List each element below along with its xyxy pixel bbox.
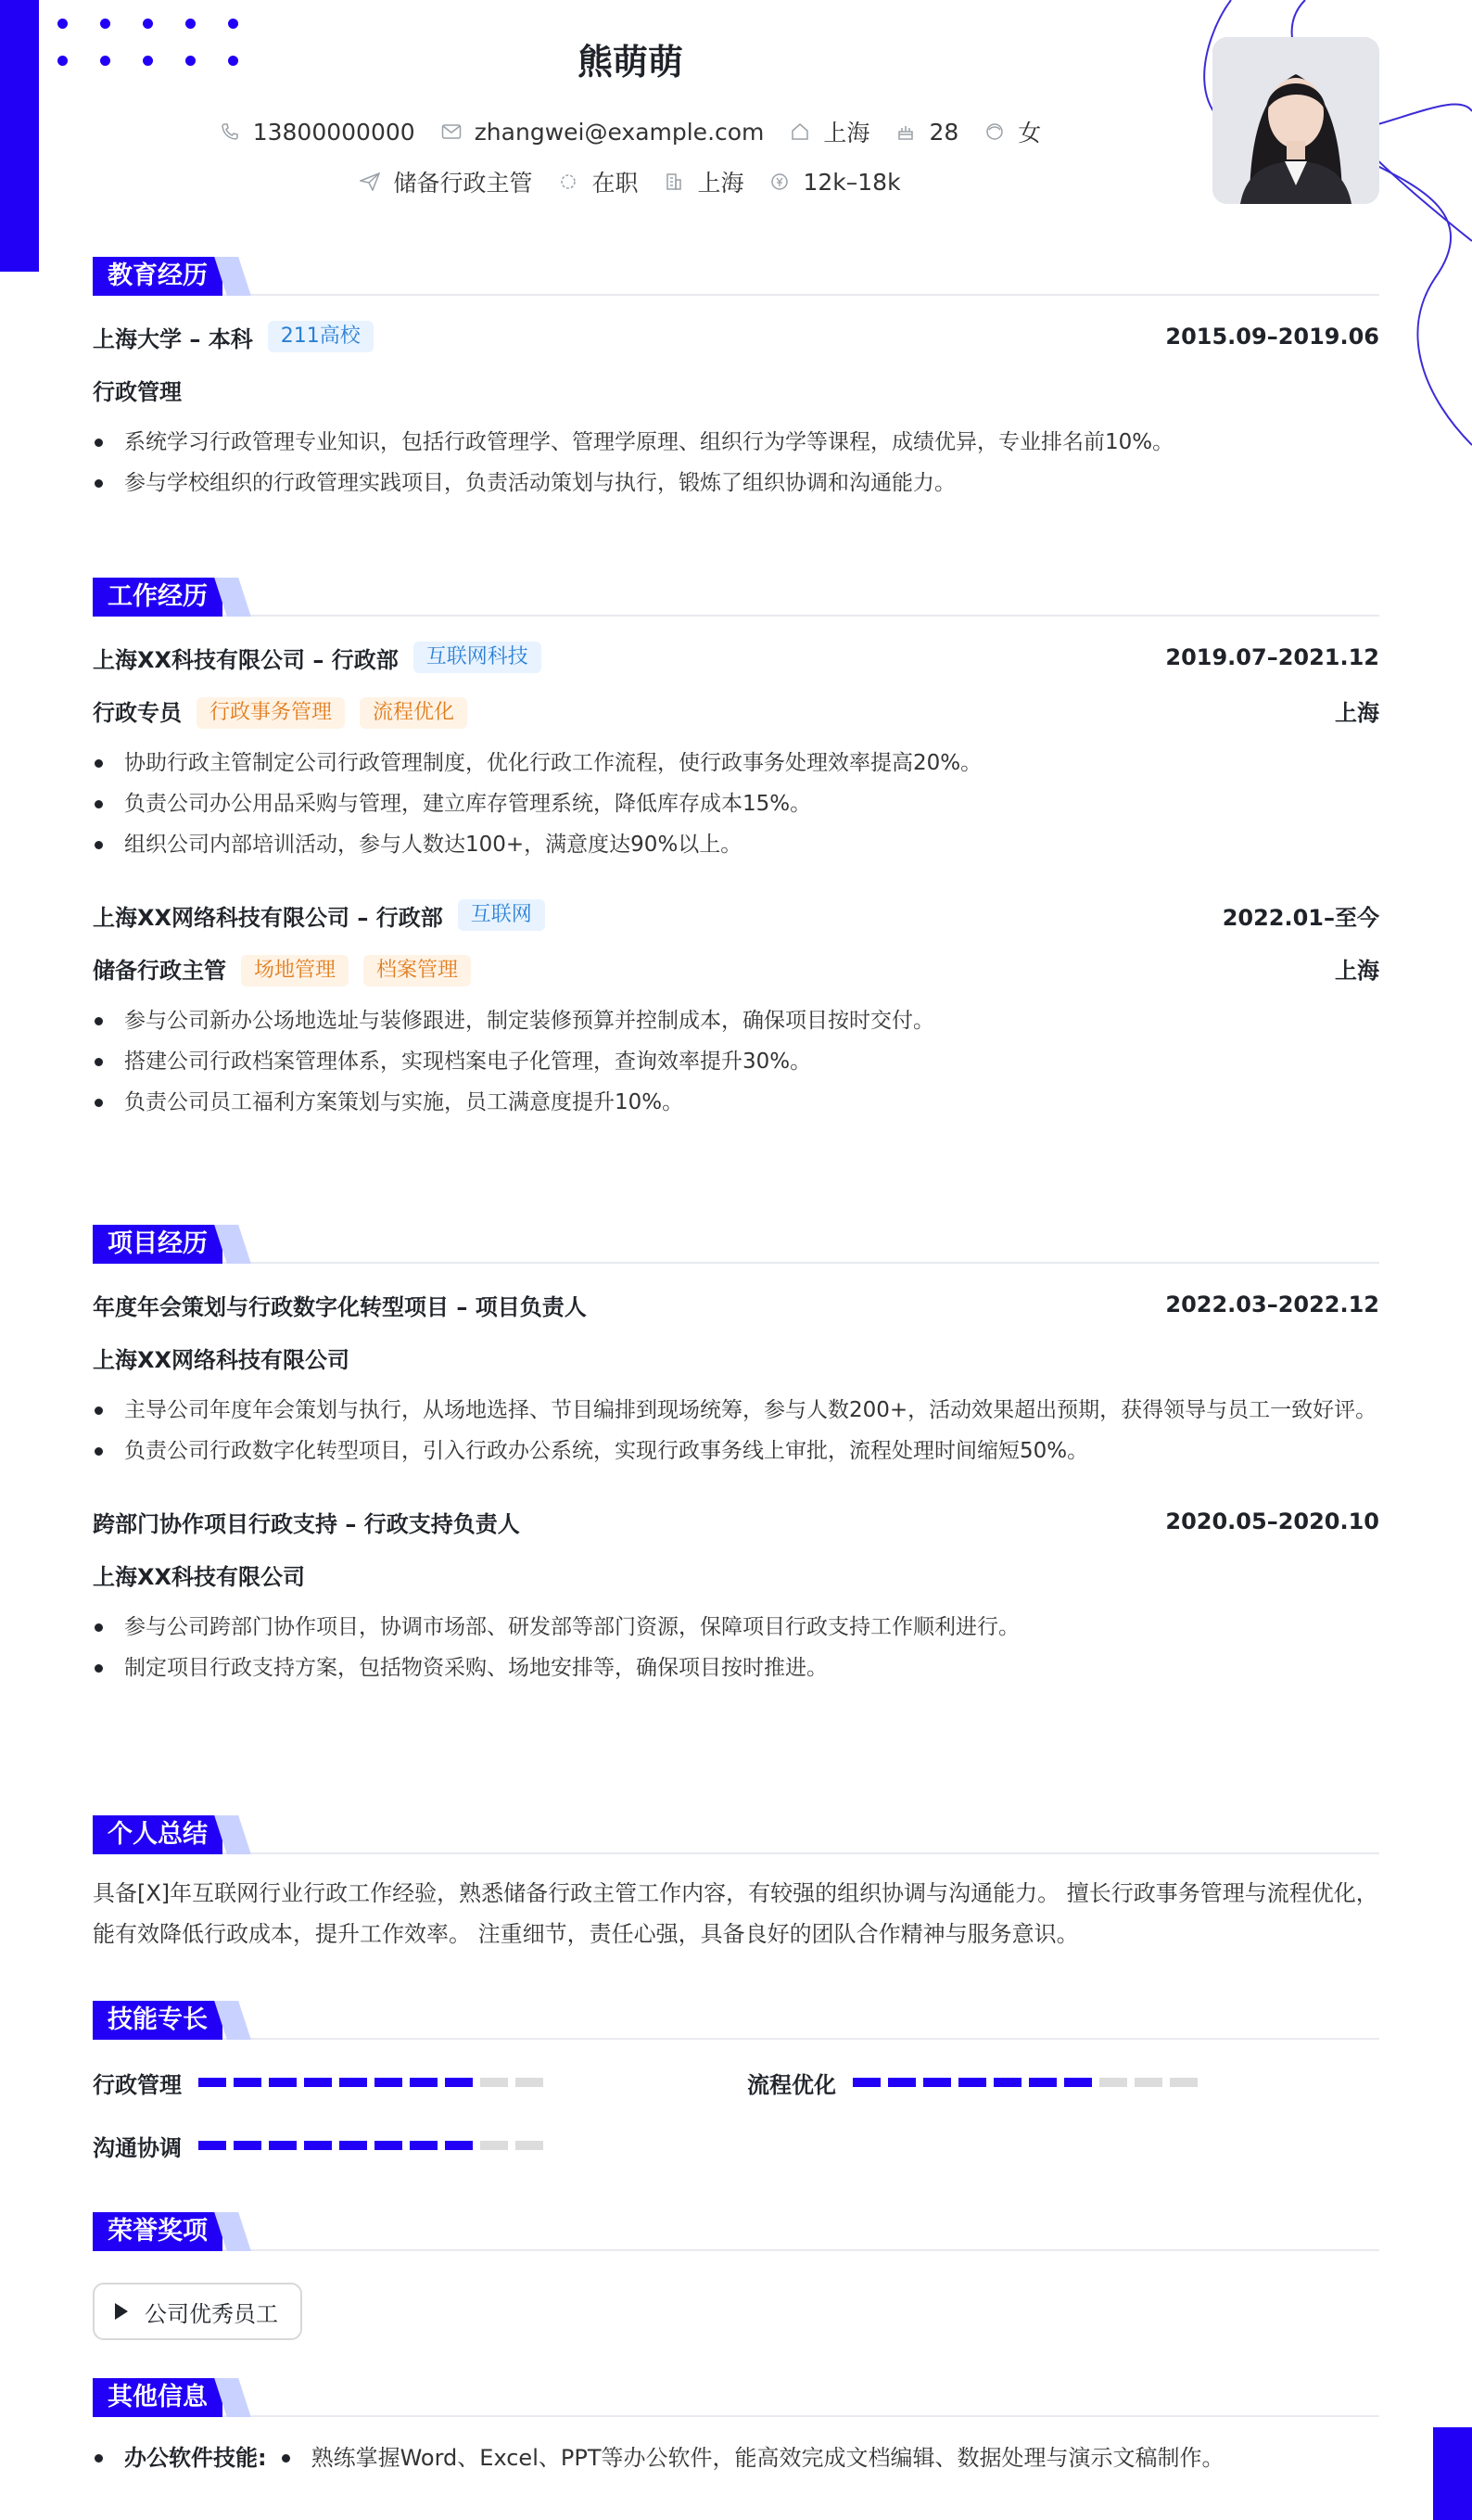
decor-dot (185, 19, 196, 29)
skill-segment (269, 2141, 297, 2150)
role-tag: 行政事务管理 (197, 697, 345, 729)
age-item (895, 119, 958, 146)
money-icon (769, 172, 790, 192)
summary-section (93, 1815, 1379, 1954)
work-bullets (93, 1000, 1379, 1123)
section-title (93, 1225, 1379, 1264)
work-entry-head (93, 641, 1379, 674)
skill-segment (1064, 2078, 1092, 2087)
phone-icon (220, 121, 240, 142)
skill-level-bar (853, 2078, 1205, 2087)
awards-section (93, 2212, 1379, 2340)
status-icon (558, 172, 578, 192)
skill-segment (923, 2078, 951, 2087)
salary-text: 12k–18k (803, 168, 901, 196)
summary-title: 个人总结 (93, 1815, 222, 1854)
project-title: 年度年会策划与行政数字化转型项目 – 项目负责人 (93, 1293, 587, 1320)
bullet-dot (282, 2454, 290, 2463)
other-value: 熟练掌握Word、Excel、PPT等办公软件，能高效完成文档编辑、数据处理与演示文稿制作。 (280, 2437, 1225, 2478)
skill-level-bar (198, 2078, 551, 2087)
other-title: 其他信息 (93, 2378, 222, 2417)
target-position-text: 储备行政主管 (393, 170, 533, 197)
education-title: 教育经历 (93, 257, 222, 296)
work-location: 上海 (1335, 958, 1379, 984)
skill-name: 流程优化 (747, 2071, 836, 2098)
company-name: 上海XX网络科技有限公司 – 行政部 (93, 904, 443, 931)
project-bullets (93, 1390, 1379, 1471)
other-label: 办公软件技能: (93, 2437, 267, 2478)
work-date: 2022.01–至今 (1222, 904, 1379, 931)
school-name: 上海大学 – 本科 (93, 325, 253, 352)
skill-segment (410, 2078, 438, 2087)
skill-segment (339, 2141, 367, 2150)
project-title: 跨部门协作项目行政支持 – 行政支持负责人 (93, 1510, 520, 1537)
company-name: 上海XX科技有限公司 – 行政部 (93, 646, 399, 673)
section-title (93, 257, 1379, 296)
education-section (93, 257, 1379, 503)
skill-segment (374, 2078, 402, 2087)
list-item: 系统学习行政管理专业知识，包括行政管理学、管理学原理、组织行为学等课程，成绩优异，专业排名前10%。 (93, 422, 1379, 463)
skill-name: 行政管理 (93, 2071, 182, 2098)
skill-segment (994, 2078, 1022, 2087)
skill-segment (198, 2078, 226, 2087)
list-item: 负责公司办公用品采购与管理，建立库存管理系统，降低库存成本15%。 (93, 783, 1379, 824)
play-icon (115, 2303, 128, 2320)
skill-segment (1029, 2078, 1057, 2087)
section-title (93, 2212, 1379, 2251)
age-text: 28 (929, 118, 959, 146)
list-item: 制定项目行政支持方案，包括物资采购、场地安排等，确保项目按时推进。 (93, 1648, 1379, 1688)
target-city-text: 上海 (697, 170, 744, 197)
email-item (441, 119, 765, 146)
target-city-item (664, 165, 743, 198)
skill-segment (445, 2141, 473, 2150)
education-bullets (93, 422, 1379, 503)
project-entry-head (93, 1505, 1379, 1538)
award-item (93, 2283, 302, 2340)
other-section (93, 2378, 1379, 2478)
decor-dot (100, 19, 110, 29)
role-row (93, 696, 1379, 730)
skill-segment (1099, 2078, 1127, 2087)
list-item: 负责公司员工福利方案策划与实施，员工满意度提升10%。 (93, 1082, 1379, 1123)
avatar (1212, 37, 1379, 204)
work-title: 工作经历 (93, 578, 222, 617)
send-icon (360, 172, 380, 192)
phone-item (220, 119, 415, 146)
work-entry-head (93, 898, 1379, 932)
work-location: 上海 (1335, 700, 1379, 726)
project-company: 上海XX科技有限公司 (93, 1564, 306, 1590)
project-date: 2020.05–2020.10 (1165, 1508, 1379, 1534)
list-item: 负责公司行政数字化转型项目，引入行政办公系统，实现行政事务线上审批，流程处理时间缩短50%。 (93, 1431, 1379, 1471)
work-bullets (93, 743, 1379, 865)
skill-segment (853, 2078, 881, 2087)
home-icon (790, 121, 810, 142)
project-company: 上海XX网络科技有限公司 (93, 1347, 350, 1373)
skill-segment (480, 2141, 508, 2150)
position-item (360, 165, 532, 198)
email-text: zhangwei@example.com (474, 118, 765, 146)
cake-icon (895, 121, 916, 142)
skill-item (93, 2129, 1379, 2162)
list-item: 搭建公司行政档案管理体系，实现档案电子化管理，查询效率提升30%。 (93, 1041, 1379, 1082)
skill-segment (198, 2141, 226, 2150)
list-item: 协助行政主管制定公司行政管理制度，优化行政工作流程，使行政事务处理效率提高20%。 (93, 743, 1379, 783)
skills-title: 技能专长 (93, 2001, 222, 2040)
contact-row (0, 115, 1261, 148)
bullet-dot (95, 2454, 103, 2463)
candidate-name: 熊萌萌 (577, 42, 683, 83)
industry-tag: 互联网 (458, 899, 545, 931)
skill-segment (410, 2141, 438, 2150)
skill-segment (304, 2078, 332, 2087)
projects-title: 项目经历 (93, 1225, 222, 1264)
decor-dot (143, 19, 153, 29)
skill-segment (445, 2078, 473, 2087)
city-text: 上海 (823, 120, 870, 146)
skill-segment (1170, 2078, 1198, 2087)
skill-segment (304, 2141, 332, 2150)
mail-icon (441, 121, 462, 142)
building-icon (664, 172, 684, 192)
work-section (93, 578, 1379, 1123)
project-date: 2022.03–2022.12 (1165, 1292, 1379, 1317)
awards-title: 荣誉奖项 (93, 2212, 222, 2251)
section-title (93, 2001, 1379, 2040)
award-name: 公司优秀员工 (145, 2300, 278, 2327)
skill-segment (234, 2078, 261, 2087)
city-item (790, 115, 869, 148)
skill-item (93, 2066, 747, 2099)
salary-item (769, 169, 900, 196)
skill-item (747, 2066, 1205, 2099)
role-name: 行政专员 (93, 700, 182, 726)
project-bullets (93, 1607, 1379, 1688)
other-item (93, 2437, 1379, 2478)
role-tag: 流程优化 (360, 697, 467, 729)
skill-segment (888, 2078, 916, 2087)
list-item: 参与公司跨部门协作项目，协调市场部、研发部等部门资源，保障项目行政支持工作顺利进行。 (93, 1607, 1379, 1648)
role-name: 储备行政主管 (93, 958, 226, 984)
job-intent-row (0, 165, 1261, 198)
industry-tag: 互联网科技 (413, 642, 541, 673)
decor-dot (228, 19, 238, 29)
school-tag: 211高校 (268, 321, 374, 352)
gender-text: 女 (1018, 120, 1042, 146)
education-entry-head (93, 320, 1379, 353)
skill-level-bar (198, 2141, 551, 2150)
skill-segment (269, 2078, 297, 2087)
section-title (93, 2378, 1379, 2417)
gender-item (984, 115, 1041, 148)
skill-segment (374, 2141, 402, 2150)
skill-segment (480, 2078, 508, 2087)
skill-segment (958, 2078, 986, 2087)
phone-text: 13800000000 (252, 118, 415, 146)
decor-bar-right (1433, 2427, 1472, 2520)
decor-dot (57, 19, 68, 29)
skill-name: 沟通协调 (93, 2134, 182, 2161)
skill-segment (515, 2141, 543, 2150)
list-item: 参与公司新办公场地选址与装修跟进，制定装修预算并控制成本，确保项目按时交付。 (93, 1000, 1379, 1041)
role-tag: 场地管理 (241, 955, 349, 986)
gender-icon (984, 121, 1005, 142)
skill-segment (515, 2078, 543, 2087)
list-item: 主导公司年度年会策划与执行，从场地选择、节目编排到现场统筹，参与人数200+，活动效果超出预期，获得领导与员工一致好评。 (93, 1390, 1379, 1431)
skill-segment (234, 2141, 261, 2150)
work-date: 2019.07–2021.12 (1165, 644, 1379, 670)
projects-section (93, 1225, 1379, 1688)
section-title (93, 1815, 1379, 1854)
job-status-text: 在职 (591, 170, 639, 197)
skill-segment (339, 2078, 367, 2087)
project-entry-head (93, 1288, 1379, 1321)
status-item (558, 165, 638, 198)
list-item: 参与学校组织的行政管理实践项目，负责活动策划与执行，锻炼了组织协调和沟通能力。 (93, 463, 1379, 503)
list-item: 组织公司内部培训活动，参与人数达100+，满意度达90%以上。 (93, 824, 1379, 865)
summary-text: 具备[X]年互联网行业行政工作经验，熟悉储备行政主管工作内容，有较强的组织协调与沟通能力。 擅长行政事务管理与流程优化，能有效降低行政成本，提升工作效率。 注重细节，责任心强，具备良好的团队合作精神与服务意识。 (93, 1880, 1378, 1947)
skill-segment (1135, 2078, 1162, 2087)
section-title (93, 578, 1379, 617)
education-date: 2015.09–2019.06 (1165, 324, 1379, 350)
skills-section (93, 2001, 1379, 2162)
major: 行政管理 (93, 379, 182, 405)
role-row (93, 954, 1379, 987)
role-tag: 档案管理 (363, 955, 471, 986)
